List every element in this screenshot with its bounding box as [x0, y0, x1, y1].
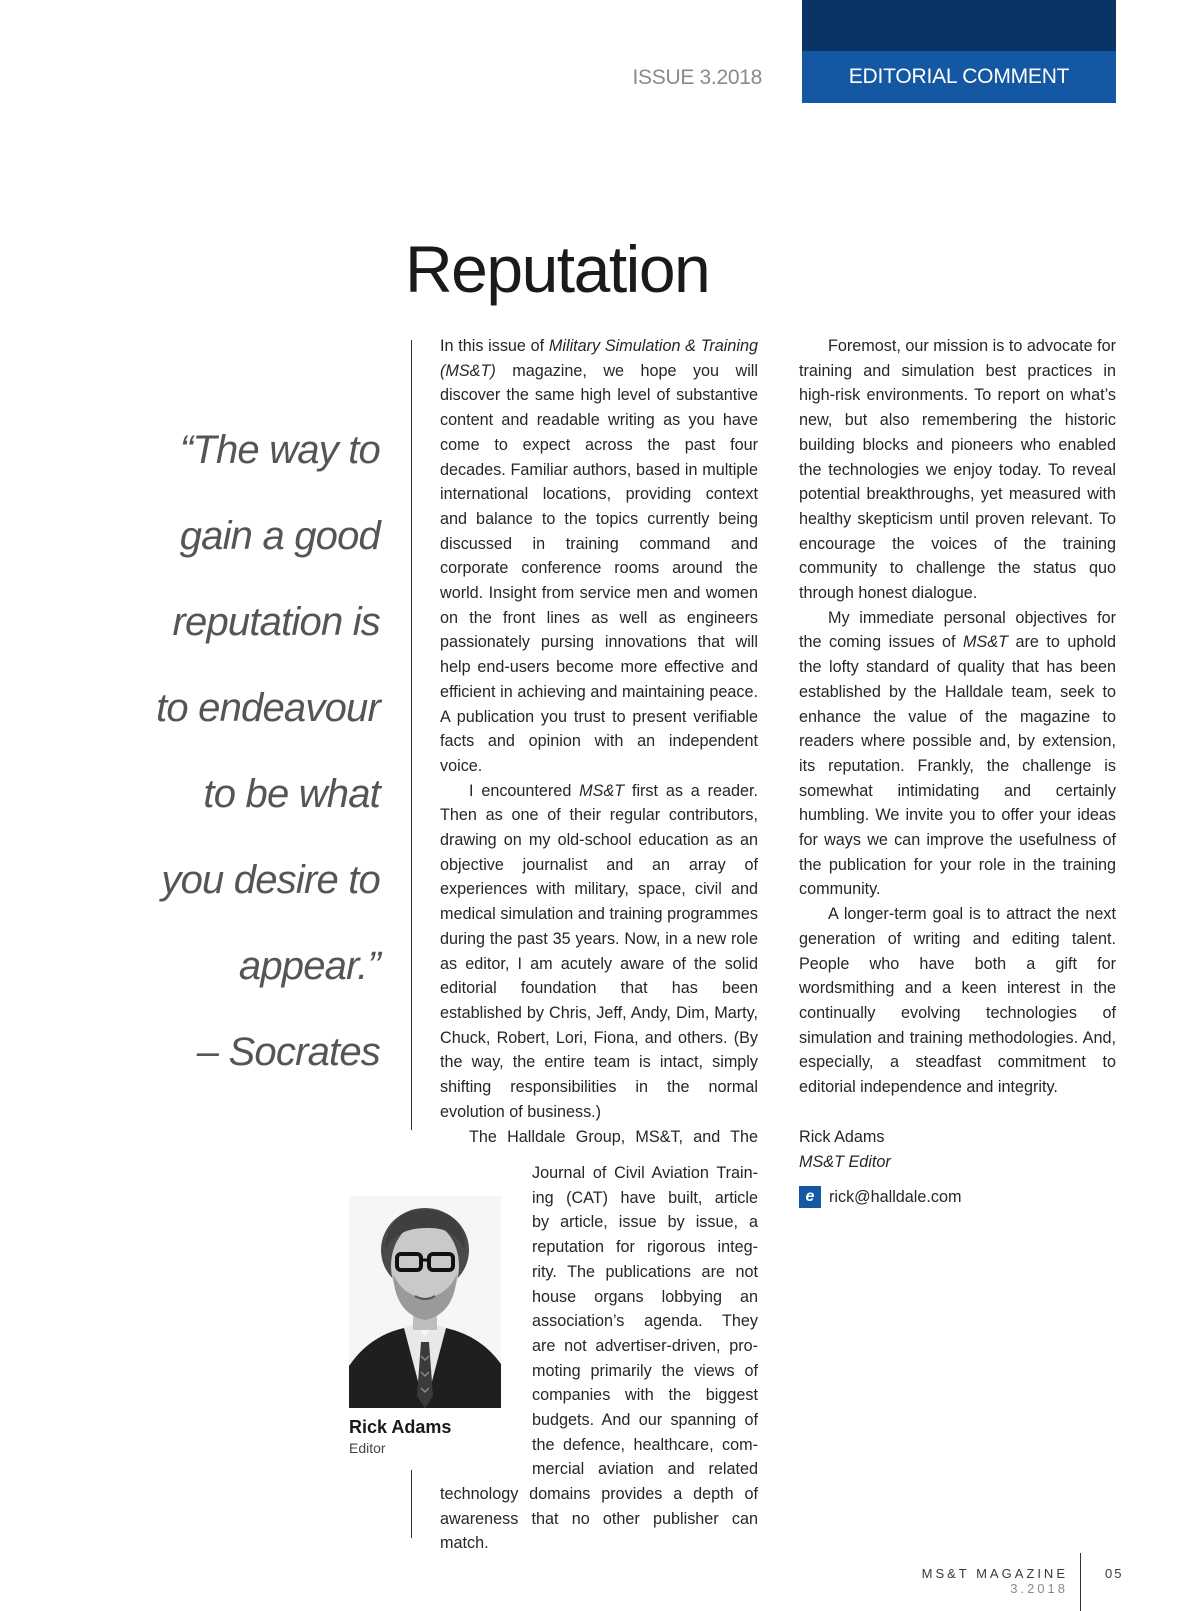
- text-line: companies with the biggest: [532, 1386, 758, 1405]
- text-line: Journal of Civil Aviation Train-: [532, 1164, 758, 1182]
- paragraph-start: The Halldale Group, MS&T, and The: [469, 1127, 758, 1146]
- portrait-illustration: [349, 1196, 501, 1408]
- signature-title: MS&T Editor: [799, 1153, 891, 1171]
- magazine-name: MS&T MAGAZINE: [921, 1566, 1068, 1581]
- text-line: reputation for rigorous integ-: [532, 1238, 758, 1257]
- text-line: rity. The publications are not: [532, 1262, 758, 1281]
- issue-year: 3.2018: [1010, 1581, 1068, 1596]
- publication-name: MS&T: [963, 633, 1009, 652]
- signature-name: Rick Adams: [799, 1128, 885, 1146]
- text-line: awareness that no other publisher can: [440, 1509, 758, 1528]
- text-line: budgets. And our spanning of: [532, 1411, 758, 1430]
- article-column-1: [440, 334, 758, 1149]
- text-line: the defence, healthcare, com-: [532, 1435, 758, 1454]
- text: My immediate personal objectives for the coming issues of: [799, 608, 1116, 652]
- paragraph: [440, 334, 758, 779]
- email-link[interactable]: rick@halldale.com: [829, 1187, 962, 1206]
- issue-label: ISSUE 3.2018: [632, 66, 762, 89]
- pull-quote-attribution: – Socrates: [196, 1030, 380, 1074]
- text-line: technology domains provides a depth of: [440, 1485, 758, 1503]
- text-line: ing (CAT) have built, article: [532, 1188, 758, 1207]
- page-number: 05: [1105, 1566, 1124, 1581]
- footer-magazine: [870, 1566, 1068, 1596]
- paragraph: Foremost, our mission is to advocate for training and simulation best practices in high-risk environments. To report on what’s new, but also remembering the historic building blocks and pioneers who enabled the technologies we enjoy today. To reveal potential breakthroughs, yet measured with healthy skepticism until proven relevant. To encourage the voices of the training community to challenge the status quo through honest dialogue.: [799, 337, 1116, 603]
- wrapped-paragraph: [532, 1161, 758, 1482]
- section-label: EDITORIAL COMMENT: [802, 51, 1116, 103]
- publication-name: Military Simulation & Training (MS&T): [440, 337, 758, 380]
- text: are to uphold the lofty standard of quality that has been established by the Halldale team, seek to enhance the value of the magazine to readers where possible and, by extension, its reputation. Frankly, the challenge is somewhat intimidating and certainly humbling. We invite you to offer your ideas for ways we can improve the usefulness of the publication for your role in the training community.: [799, 633, 1117, 899]
- text-line: house organs lobbying an: [532, 1287, 758, 1306]
- text-line: by article, issue by issue, a: [532, 1213, 758, 1232]
- text-line: association’s agenda. They: [532, 1312, 758, 1331]
- column-rule: [411, 340, 412, 1130]
- paragraph: [440, 779, 758, 1125]
- pull-quote-line: gain a good: [179, 514, 380, 558]
- publication-name: MS&T: [579, 781, 625, 800]
- pull-quote: [130, 407, 380, 1095]
- text-line: mercial aviation and related: [532, 1460, 758, 1479]
- text: first as a reader. Then as one of their regular contributors, drawing on my old-school education as an objective journalist and an array of experiences with military, space, civil and medical simulation and training programmes during the past 35 years. Now, in a new role as editor, I am acutely aware of the solid editorial foundation that has been established by Chris, Jeff, Andy, Dim, Marty, Chuck, Robert, Lori, Fiona, and others. (By the way, the entire team is intact, simply shifting responsibilities in the normal evolution of business.): [440, 781, 758, 1121]
- header-dark-bar: [802, 0, 1116, 51]
- paragraph: A longer-term goal is to attract the next generation of writing and editing talent. People who have both a gift for wordsmithing and a keen interest in the continually evolving technologies of simulation and training methodologies. And, especially, a steadfast commitment to editorial independence and integrity.: [799, 905, 1116, 1097]
- text: In this issue of: [440, 337, 549, 355]
- pull-quote-line: to endeavour: [156, 686, 380, 730]
- article-column-2: [799, 334, 1116, 1100]
- paragraph-tail: [440, 1482, 758, 1556]
- text: magazine, we hope you will discover the same high level of substantive content and readable writing as you have come to expect across the past four decades. Familiar authors, based in multiple international locations, providing context and balance to the topics currently being discussed in training command and corporate conference rooms around the world. Insight from service men and women on the front lines as well as engineers passionately pursing innovations that will help end-users become more effective and efficient in achieving and maintaining peace. A publication you trust to present verifiable facts and opinion with an independent voice.: [440, 361, 758, 775]
- photo-caption-role: Editor: [349, 1440, 386, 1456]
- pull-quote-line: you desire to: [161, 858, 380, 902]
- email-contact[interactable]: [799, 1186, 962, 1208]
- pull-quote-line: to be what: [203, 772, 380, 816]
- photo-caption-name: Rick Adams: [349, 1417, 452, 1437]
- pull-quote-line: reputation is: [172, 600, 380, 644]
- pull-quote-line: “The way to: [179, 428, 380, 472]
- email-icon: e: [799, 1186, 821, 1208]
- text-line: match.: [440, 1534, 489, 1553]
- text-line: moting primarily the views of: [532, 1361, 758, 1380]
- text: I encountered: [469, 781, 580, 800]
- column-rule: [411, 1470, 412, 1538]
- article-title: Reputation: [405, 232, 710, 306]
- footer-rule: [1080, 1553, 1081, 1611]
- editor-portrait: [349, 1196, 501, 1408]
- text-line: are not advertiser-driven, pro-: [532, 1336, 758, 1355]
- paragraph: [799, 606, 1116, 902]
- pull-quote-line: appear.”: [238, 944, 380, 988]
